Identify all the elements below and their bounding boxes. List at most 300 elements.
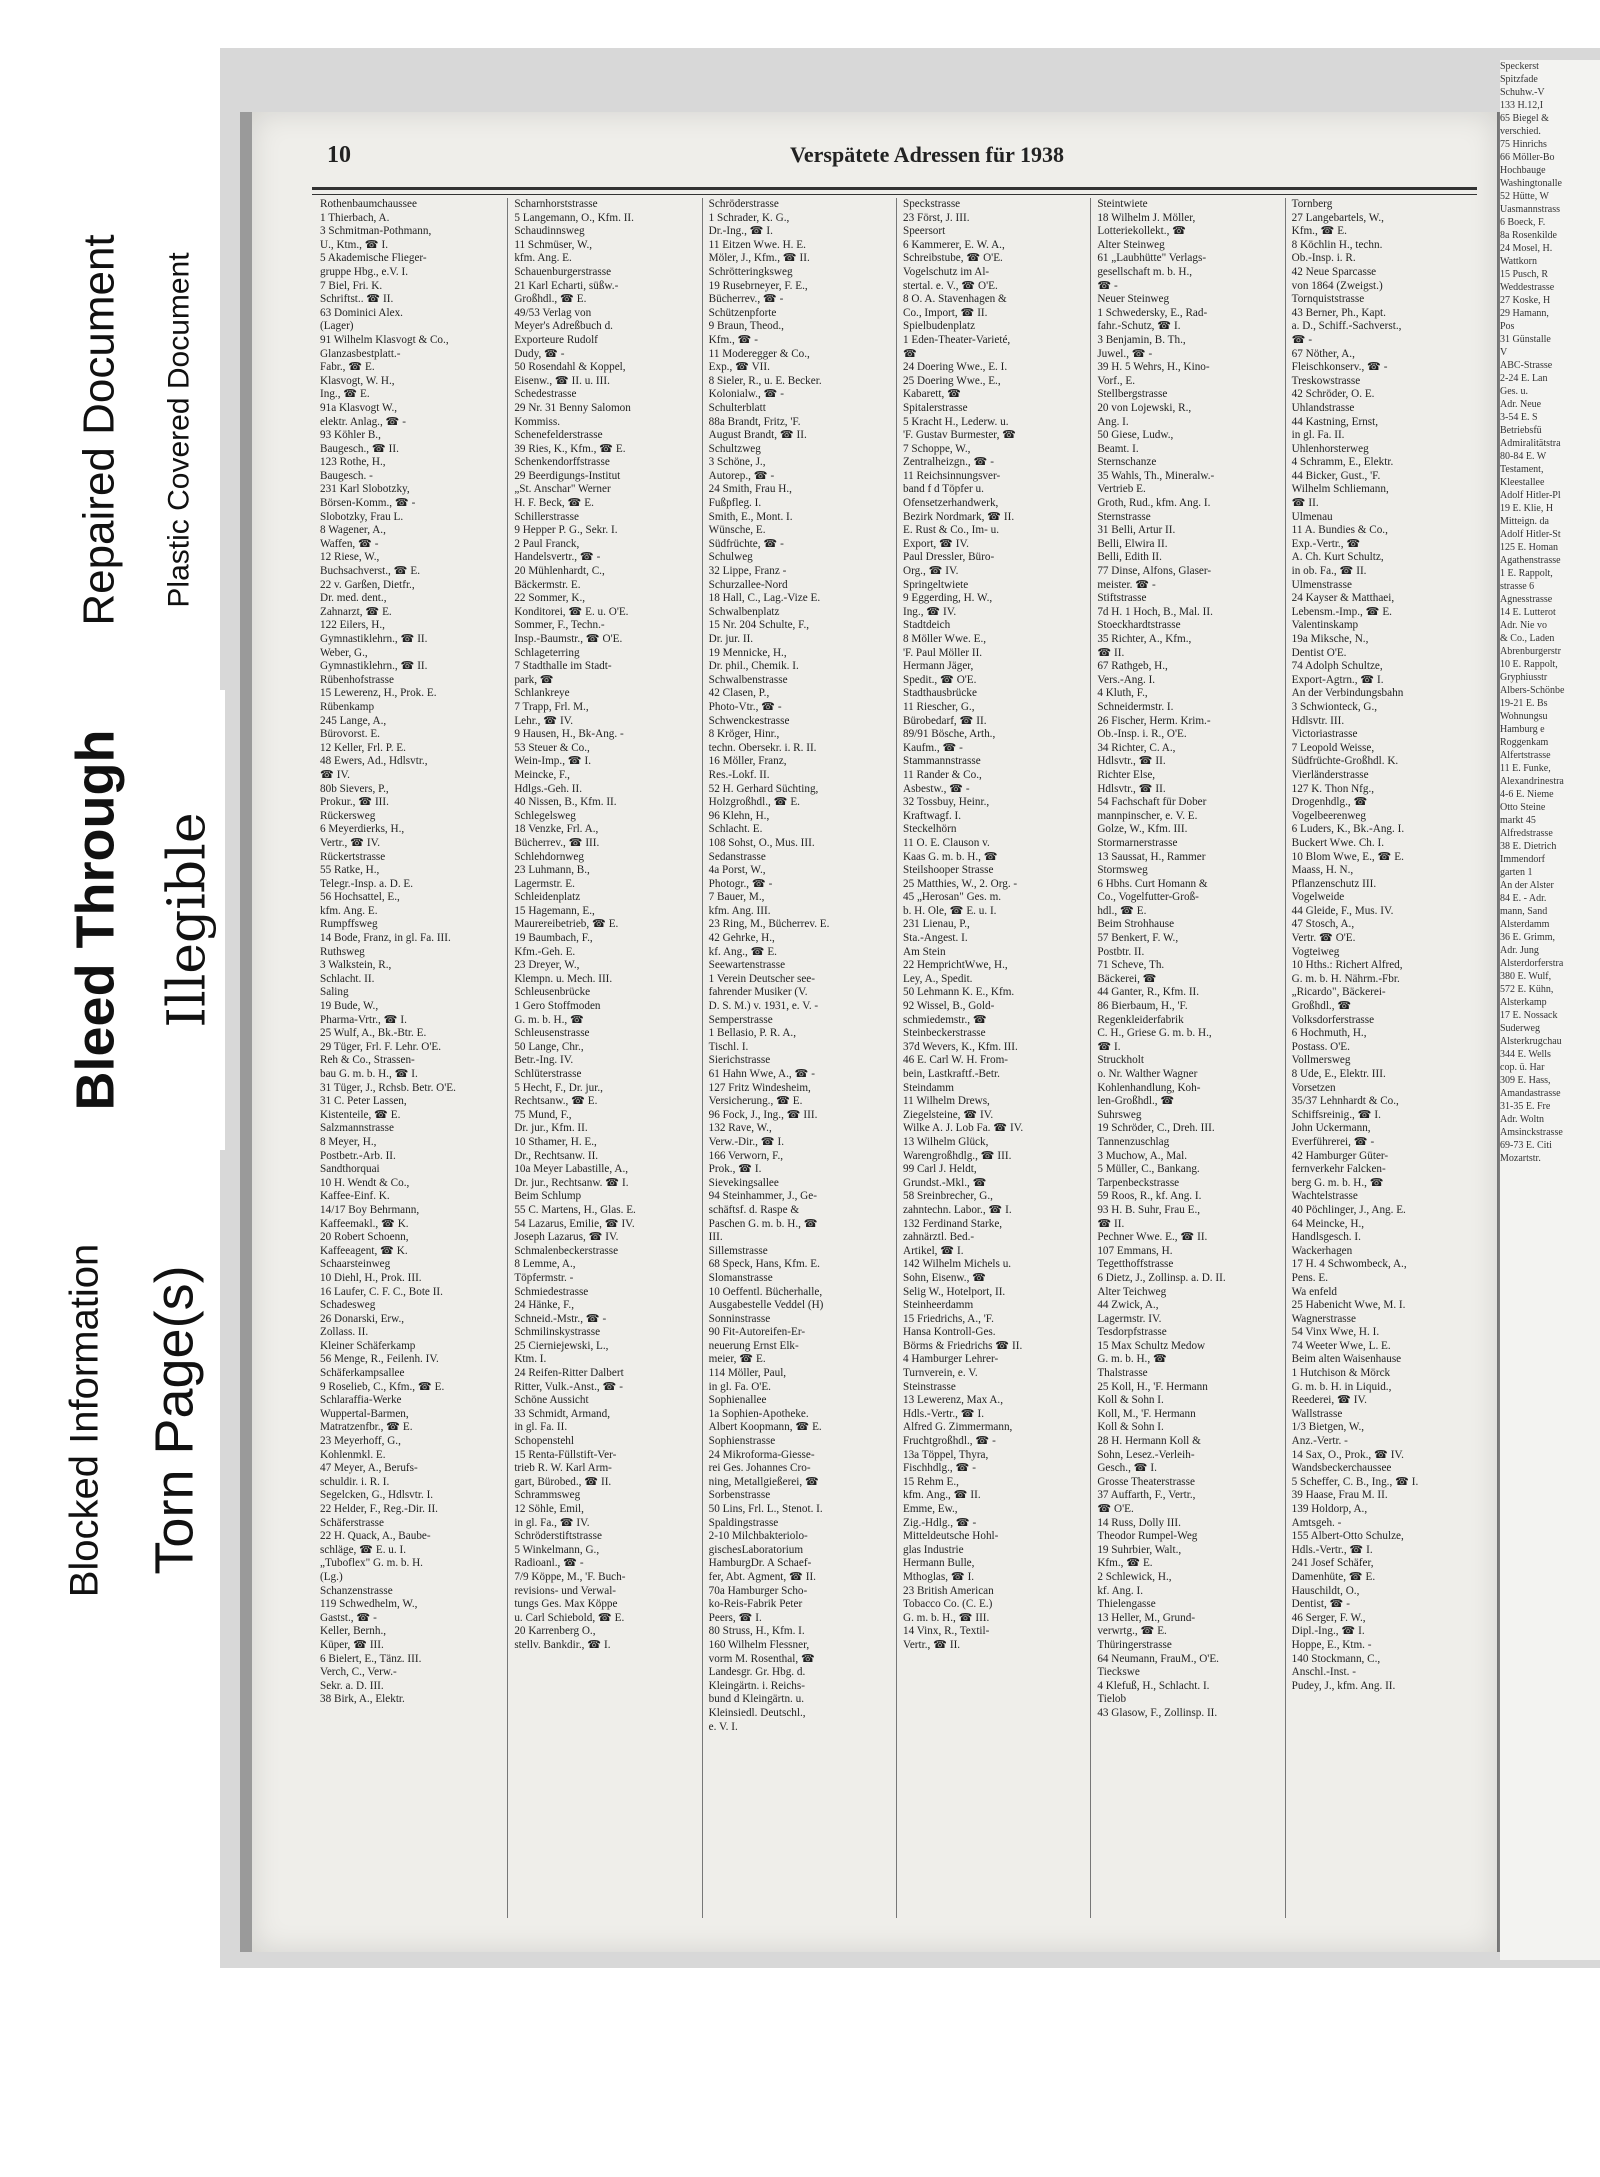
directory-line: 114 Möller, Paul, — [708, 1367, 787, 1380]
directory-line: 10 Oeffentl. Bücherhalle, — [708, 1285, 823, 1298]
directory-line: gart, Bürobed., ☎ II. — [514, 1475, 612, 1488]
directory-line: Fleischkonserv., ☎ - — [1291, 361, 1388, 374]
torn-pages-flag — [130, 1160, 220, 1680]
directory-line: 50 Rosendahl & Koppel, — [514, 361, 626, 374]
directory-line: Kfm., ☎ - — [708, 333, 759, 346]
directory-line: in gl. Fa. O'E. — [708, 1380, 771, 1393]
directory-line: 23 Dreyer, W., — [514, 959, 580, 972]
adjacent-page-line: 24 Mosel, H. — [1500, 243, 1553, 254]
directory-line: bund d Kleingärtn. u. — [708, 1693, 805, 1706]
directory-line: A. Ch. Kurt Schultz, — [1291, 551, 1384, 564]
adjacent-page-line: Alfertstrasse — [1500, 750, 1551, 761]
directory-line: Sandthorquai — [320, 1163, 380, 1176]
directory-line: Dr.-Ing., ☎ I. — [708, 225, 773, 238]
directory-line: Baugesch. - — [320, 469, 373, 482]
directory-line: vorm M. Rosenthal, ☎ — [708, 1652, 815, 1665]
directory-line: rei Ges. Johannes Cro- — [708, 1462, 811, 1475]
directory-line: Schaarsteinweg — [320, 1258, 391, 1271]
directory-line: Schulweg — [708, 551, 753, 564]
directory-line: Handelsvertr., ☎ - — [514, 551, 601, 564]
directory-line: Tornberg — [1291, 198, 1333, 210]
directory-line: 6 Hochmuth, H., — [1291, 1027, 1367, 1040]
directory-line: 10 Hths.: Richert Alfred, — [1291, 959, 1403, 972]
directory-line: Börms & Friedrichs ☎ II. — [902, 1339, 1023, 1352]
directory-line: 35 Richter, A., Kfm., — [1097, 633, 1192, 645]
directory-line: 28 H. Hermann Koll & — [1097, 1435, 1201, 1448]
directory-line: Klasvogt, W. H., — [320, 374, 395, 387]
adjacent-page-line: 572 E. Kühn, — [1500, 984, 1554, 995]
adjacent-page-line: Alfredstrasse — [1500, 828, 1553, 839]
directory-line: 24 Reifen-Ritter Dalbert — [514, 1367, 624, 1380]
directory-line: tungs Ges. Max Köppe — [514, 1598, 618, 1611]
directory-line: Koll & Sohn I. — [1097, 1394, 1164, 1407]
adjacent-page-line: 2-24 E. Lan — [1500, 373, 1548, 384]
directory-line: 8 Wagener, A., — [320, 524, 386, 537]
directory-line: 19 Suhrbier, Walt., — [1097, 1543, 1182, 1556]
directory-line: Schröderstrasse — [708, 198, 779, 210]
directory-line: 31 Belli, Artur II. — [1097, 524, 1176, 537]
directory-line: 8 Kröger, Hinr., — [708, 728, 780, 741]
adjacent-page-line: & Co., Laden — [1500, 633, 1555, 644]
directory-line: Südfrüchte-Großhdl. K. — [1291, 755, 1399, 768]
directory-line: 245 Lange, A., — [320, 714, 387, 727]
directory-line: 107 Emmans, H. — [1097, 1244, 1173, 1257]
directory-line: 231 Karl Slobotzky, — [320, 483, 410, 496]
directory-line: Sekr. a. D. III. — [320, 1679, 384, 1692]
directory-line: Verw.-Dir., ☎ I. — [708, 1135, 784, 1148]
directory-line: 241 Josef Schäfer, — [1291, 1557, 1374, 1570]
directory-line: 8 Möller Wwe. E., — [902, 633, 987, 645]
adjacent-page-line: cop. ü. Har — [1500, 1062, 1545, 1073]
adjacent-page-line: Hochbauge — [1500, 165, 1546, 176]
directory-line: 1 Gero Stoffmoden — [514, 1000, 601, 1013]
directory-line: Schlacht. II. — [320, 972, 375, 985]
adjacent-page-line: 31-35 E. Fre — [1500, 1101, 1551, 1112]
directory-line: 37 Auffarth, F., Vertr., — [1097, 1489, 1196, 1502]
directory-line: Buchsachverst., ☎ E. — [320, 565, 420, 578]
adjacent-page-line: Adr. Woltn — [1500, 1114, 1545, 1125]
adjacent-page-line: 11 E. Funke, — [1500, 763, 1551, 774]
directory-line: 43 Glasow, F., Zollinsp. II. — [1097, 1706, 1218, 1719]
directory-line: 15 Lewerenz, H., Prok. E. — [320, 687, 437, 700]
directory-line: Schenefelderstrasse — [514, 429, 603, 442]
directory-line: kf. Ang. I. — [1097, 1584, 1143, 1597]
directory-line: Koll & Sohn I. — [1097, 1421, 1164, 1434]
adjacent-page-line: garten 1 — [1500, 867, 1533, 878]
directory-line: 127 K. Thon Nfg., — [1291, 782, 1375, 795]
directory-line: Schrammsweg — [514, 1489, 581, 1502]
directory-line: 80 Struss, H., Kfm. I. — [708, 1625, 805, 1638]
directory-line: Belli, Elwira II. — [1097, 537, 1168, 550]
directory-line: Bürovorst. E. — [320, 728, 380, 741]
directory-line: Schulterblatt — [708, 401, 766, 414]
directory-line: Fußpfleg. I. — [708, 497, 762, 510]
directory-line: Autorep., ☎ - — [708, 469, 775, 482]
directory-line: 4 Hamburger Lehrer- — [902, 1353, 999, 1366]
directory-line: 166 Verworn, F., — [708, 1149, 784, 1162]
directory-line: Ziegelsteine, ☎ IV. — [902, 1108, 994, 1121]
directory-line: 22 HemprichtWwe, H., — [902, 959, 1008, 972]
directory-line: 88a Brandt, Fritz, 'F. — [708, 415, 801, 428]
directory-line: verwrtg., ☎ E. — [1097, 1625, 1167, 1638]
adjacent-page-line: Uasmannstrass — [1500, 204, 1560, 215]
directory-line: 18 Venzke, Frl. A., — [514, 823, 599, 836]
directory-line: 10 Blom Wwe, E., ☎ E. — [1291, 850, 1404, 863]
adjacent-page-line: 3-54 E. S — [1500, 412, 1538, 423]
directory-line: G. m. b. H. in Liquid., — [1291, 1380, 1392, 1393]
directory-line: Kfm., ☎ E. — [1097, 1557, 1153, 1570]
directory-line: 5 Kracht H., Lederw. u. — [902, 415, 1009, 428]
directory-line: Lebensm.-Imp., ☎ E. — [1291, 605, 1392, 618]
adjacent-page-line: 80-84 E. W — [1500, 451, 1547, 462]
directory-line: Rechtsanw., ☎ E. — [514, 1095, 598, 1108]
directory-line: 139 Holdorp, A., — [1291, 1503, 1368, 1515]
directory-line: Export, ☎ IV. — [902, 537, 969, 550]
directory-line: 1 Bellasio, P. R. A., — [708, 1027, 796, 1040]
directory-line: Sophienallee — [708, 1394, 767, 1407]
directory-line: Joseph Lazarus, ☎ IV. — [514, 1231, 619, 1244]
directory-line: kfm. Ang. III. — [708, 904, 771, 917]
directory-line: Selig W., Hotelport, II. — [902, 1285, 1006, 1298]
directory-line: 6 Luders, K., Bk.-Ang. I. — [1291, 823, 1405, 836]
directory-line: 4 Schramm, E., Elektr. — [1291, 456, 1394, 469]
directory-line: 32 Lippe, Franz - — [708, 565, 787, 578]
directory-line: 12 Riese, W., — [320, 551, 380, 564]
directory-line: 19 Bude, W., — [320, 1000, 379, 1013]
directory-line: Rückersweg — [320, 809, 376, 822]
adjacent-page-line: Alexandrinestra — [1500, 776, 1564, 787]
directory-line: Kaffeeagent, ☎ K. — [320, 1244, 408, 1257]
directory-line: Alter Teichweg — [1097, 1285, 1167, 1298]
page-number: 10 — [327, 142, 351, 168]
directory-line: Reh & Co., Strassen- — [320, 1054, 415, 1067]
directory-line: Schlaraffia-Werke — [320, 1394, 402, 1407]
directory-line: 89/91 Bösche, Arth., — [902, 728, 996, 741]
directory-line: Vollmersweg — [1291, 1054, 1351, 1067]
directory-line: Dr. jur. II. — [708, 633, 754, 645]
directory-line: Keller, Bernh., — [320, 1625, 387, 1638]
adjacent-page-line: ABC-Strasse — [1500, 360, 1553, 371]
directory-line: Anschl.-Inst. - — [1291, 1666, 1356, 1679]
directory-line: 22 v. Garßen, Dietfr., — [320, 578, 415, 591]
directory-line: Dr., Rechtsanw. II. — [514, 1149, 599, 1162]
directory-line: Schleidenplatz — [514, 891, 581, 904]
adjacent-page-line: 17 E. Nossack — [1500, 1010, 1558, 1021]
directory-line: Richter Else, — [1097, 768, 1156, 781]
directory-line: 67 Rathgeb, H., — [1097, 660, 1168, 673]
directory-line: Scharnhorststrasse — [514, 198, 598, 210]
directory-line: Schurzallee-Nord — [708, 578, 788, 591]
adjacent-page-line: Adr. Jung — [1500, 945, 1539, 956]
directory-line: Alfred G. Zimmermann, — [902, 1421, 1013, 1434]
directory-line: Sedanstrasse — [708, 850, 766, 863]
directory-line: ☎ O'E. — [1097, 1503, 1134, 1515]
directory-line: Everführerei, ☎ - — [1291, 1135, 1375, 1148]
directory-line: 34 Richter, C. A., — [1097, 741, 1176, 754]
directory-line: Radioanl., ☎ - — [514, 1557, 584, 1570]
adjacent-page-line: Alsterdorferstra — [1500, 958, 1564, 969]
adjacent-page-line: Hamburg e — [1500, 724, 1545, 735]
directory-line: 14 Sax, O., Prok., ☎ IV. — [1291, 1448, 1404, 1461]
directory-line: b. H. Ole, ☎ E. u. I. — [902, 904, 997, 917]
directory-line: 13 Saussat, H., Rammer — [1097, 850, 1206, 863]
directory-line: Betr.-Ing. IV. — [514, 1054, 574, 1067]
directory-line: Töpfermstr. - — [514, 1271, 574, 1284]
directory-line: Tobacco Co. (C. E.) — [902, 1598, 993, 1611]
directory-line: 11 Wilhelm Drews, — [902, 1095, 990, 1108]
directory-line: Hoppe, E., Ktm. - — [1291, 1638, 1372, 1651]
header-rule — [312, 187, 1477, 195]
directory-line: 3 Schmitman-Pothmann, — [320, 225, 432, 238]
directory-line: Lehr., ☎ IV. — [514, 714, 574, 727]
directory-line: Fischhdlg., ☎ - — [902, 1462, 976, 1475]
adjacent-page-line: Admiralitätstra — [1500, 438, 1561, 449]
directory-line: Stiftstrasse — [1097, 592, 1147, 605]
adjacent-page-line: Alsterdamm — [1500, 919, 1550, 930]
torn-pages-label: Torn Page(s) — [145, 1265, 206, 1575]
directory-line: „Tuboflex" G. m. b. H. — [320, 1557, 423, 1570]
directory-line: Schneid.-Mstr., ☎ - — [514, 1312, 607, 1325]
directory-line: U., Ktm., ☎ I. — [320, 238, 389, 251]
directory-line: 54 Fachschaft für Dober — [1097, 796, 1207, 809]
directory-line: Kohlenmkl. E. — [320, 1448, 386, 1461]
directory-line: 50 Giese, Ludw., — [1097, 429, 1174, 442]
directory-line: Ulmenstrasse — [1291, 578, 1352, 591]
directory-line: Schanzenstrasse — [320, 1584, 393, 1597]
directory-line: Rumpffsweg — [320, 918, 378, 931]
directory-line: Postass. O'E. — [1291, 1040, 1350, 1053]
adjacent-page-line: mann, Sand — [1500, 906, 1548, 917]
directory-line: Steinbeckerstrasse — [902, 1027, 986, 1040]
directory-line: 132 Rave, W., — [708, 1122, 772, 1135]
directory-line: Schultzweg — [708, 442, 761, 455]
directory-line: 26 Donarski, Erw., — [320, 1312, 405, 1325]
directory-line: Börsen-Komm., ☎ - — [320, 497, 416, 510]
directory-line: 1 Eden-Theater-Varieté, — [902, 333, 1011, 346]
directory-line: Valentinskamp — [1291, 619, 1359, 632]
directory-line: 6 Meyerdierks, H., — [320, 823, 405, 836]
directory-line: Prokur., ☎ III. — [320, 796, 389, 809]
adjacent-page-line: 8a Rosenkilde — [1500, 230, 1557, 241]
directory-line: „St. Anschar" Werner — [514, 483, 611, 496]
directory-line: fernverkehr Falcken- — [1291, 1163, 1386, 1176]
adjacent-page-line: Agathenstrasse — [1500, 555, 1561, 566]
directory-line: Neuer Steinweg — [1097, 293, 1170, 306]
directory-line: Pudey, J., kfm. Ang. II. — [1291, 1679, 1396, 1692]
directory-line: 12 Söhle, Emil, — [514, 1503, 584, 1515]
directory-line: 9 Eggerding, H. W., — [902, 592, 993, 605]
directory-line: 59 Roos, R., kf. Ang. I. — [1097, 1190, 1202, 1203]
directory-line: Grundst.-Mkl., ☎ — [902, 1176, 987, 1189]
directory-line: Warengroßhdlg., ☎ III. — [902, 1149, 1012, 1162]
directory-line: 6 Hbhs. Curt Homann & — [1097, 877, 1208, 890]
directory-line: Semperstrasse — [708, 1013, 773, 1026]
adjacent-page-line: Kleestallee — [1500, 477, 1545, 488]
directory-line: Steinstrasse — [902, 1380, 956, 1393]
directory-line: Zollass. II. — [320, 1326, 369, 1339]
directory-line: Juwel., ☎ - — [1097, 347, 1153, 360]
directory-line: 46 Serger, F. W., — [1291, 1611, 1366, 1624]
directory-line: Bäckermstr. E. — [514, 578, 581, 591]
directory-line: Schmiedestrasse — [514, 1285, 589, 1298]
directory-line: Kleingärtn. i. Reichs- — [708, 1679, 805, 1692]
directory-line: 8 Lemme, A., — [514, 1258, 576, 1271]
directory-line: Salzmannstrasse — [320, 1122, 394, 1135]
directory-line: Tannenzuschlag — [1097, 1135, 1170, 1148]
directory-line: Grosse Theaterstrasse — [1097, 1475, 1195, 1488]
directory-line: Schriftst.. ☎ II. — [320, 293, 394, 306]
directory-line: ☎ - — [1291, 333, 1313, 346]
directory-line: 14 Russ, Dolly III. — [1097, 1516, 1181, 1529]
directory-line: mannpinscher, e. V. E. — [1097, 809, 1198, 822]
directory-line: 15 Renta-Füllstift-Ver- — [514, 1448, 617, 1461]
adjacent-page-line: Suderweg — [1500, 1023, 1540, 1034]
directory-line: 1a Sophien-Apotheke. — [708, 1407, 809, 1420]
directory-line: Hdlsvtr., ☎ II. — [1097, 782, 1166, 795]
directory-line: 14/17 Boy Behrmann, — [320, 1203, 420, 1216]
directory-line: Dr. med. dent., — [320, 592, 387, 605]
directory-line: ☎ IV. — [320, 768, 350, 781]
adjacent-page-line: Immendorf — [1500, 854, 1545, 865]
directory-line: 1 Schwedersky, E., Rad- — [1097, 306, 1208, 319]
directory-line: Waffen, ☎ - — [320, 537, 379, 550]
directory-line: 53 Steuer & Co., — [514, 741, 590, 754]
directory-line: Hauschildt, O., — [1291, 1584, 1360, 1597]
directory-line: 55 Ratke, H., — [320, 864, 380, 877]
adjacent-page-line: Wattkorn — [1500, 256, 1537, 267]
directory-line: 4 Kluth, F., — [1097, 687, 1148, 700]
directory-line: 1/3 Bietgen, W., — [1291, 1421, 1365, 1434]
adjacent-page-line: Ges. u. — [1500, 386, 1529, 397]
directory-line: Belli, Edith II. — [1097, 551, 1162, 564]
directory-line: zahntechn. Labor., ☎ I. — [902, 1203, 1012, 1216]
directory-line: 48 Ewers, Ad., Hdlsvtr., — [320, 755, 428, 768]
directory-line: meier, ☎ E. — [708, 1353, 766, 1366]
directory-line: Schlageterring — [514, 646, 580, 659]
directory-line: Insp.-Baumstr., ☎ O'E. — [514, 633, 623, 645]
directory-line: 24 Hänke, F., — [514, 1299, 575, 1312]
directory-line: Dentist, ☎ - — [1291, 1598, 1351, 1611]
directory-line: 25 Doering Wwe., E., — [902, 374, 1001, 387]
directory-line: Ob.-Insp. i. R. — [1291, 252, 1356, 265]
directory-line: Kommiss. — [514, 415, 561, 428]
adjacent-page-line: 380 E. Wulf, — [1500, 971, 1552, 982]
directory-line: III. — [708, 1231, 723, 1244]
directory-line: 90 Fit-Autoreifen-Er- — [708, 1326, 806, 1339]
directory-line: Dipl.-Ing., ☎ I. — [1291, 1625, 1365, 1638]
directory-line: Schlehdornweg — [514, 850, 584, 863]
directory-line: in gl. Fa., ☎ IV. — [514, 1516, 590, 1529]
directory-line: Steintwiete — [1097, 198, 1148, 210]
directory-line: schuldir. i. R. I. — [320, 1475, 390, 1488]
directory-line: Tornquiststrasse — [1291, 293, 1365, 306]
directory-line: Pechner Wwe. E., ☎ II. — [1097, 1231, 1208, 1244]
directory-line: Volksdorferstrasse — [1291, 1013, 1375, 1026]
directory-line: Stormsweg — [1097, 864, 1148, 877]
directory-line: Mthoglas, ☎ I. — [902, 1570, 975, 1583]
directory-line: Postbtr. II. — [1097, 945, 1145, 958]
adjacent-page-line: Adr. Nie vo — [1500, 620, 1547, 631]
directory-line: Ang. I. — [1097, 415, 1129, 428]
adjacent-page-line: Wohnungsu — [1500, 711, 1548, 722]
directory-line: 1 Thierbach, A. — [320, 211, 390, 224]
directory-line: Steilshooper Strasse — [902, 864, 994, 877]
adjacent-page-line: V — [1500, 347, 1508, 358]
directory-line: Vogelweide — [1291, 891, 1345, 904]
directory-line: Schwalbenstrasse — [708, 673, 788, 686]
directory-line: Zahnarzt, ☎ E. — [320, 605, 392, 618]
directory-line: Beim Schlump — [514, 1190, 582, 1203]
plastic-covered-label: Plastic Covered Document — [163, 252, 196, 608]
directory-line: 23 British American — [902, 1584, 994, 1597]
directory-line: Küper, ☎ III. — [320, 1638, 384, 1651]
directory-line: Mitteldeutsche Hohl- — [902, 1530, 999, 1543]
directory-line: D. S. M.) v. 1931, e. V. - — [708, 1000, 819, 1013]
directory-line: 21 Karl Echarti, süßw.- — [514, 279, 619, 292]
adjacent-page-line: Agnesstrasse — [1500, 594, 1553, 605]
directory-line: 11 Eitzen Wwe. H. E. — [708, 238, 806, 251]
directory-line: 20 Mühlenhardt, C., — [514, 565, 605, 578]
directory-line: C. H., Griese G. m. b. H., — [1097, 1027, 1212, 1040]
directory-line: 49/53 Verlag von — [514, 306, 592, 319]
adjacent-page-line: 69-73 E. Citi — [1500, 1140, 1552, 1151]
directory-line: Kraftwagf. I. — [902, 809, 962, 822]
adjacent-page-line: An der Alster — [1500, 880, 1554, 891]
adjacent-page-line: Alsterkrugchau — [1500, 1036, 1562, 1047]
directory-line: 24 Mikroforma-Giesse- — [708, 1448, 815, 1461]
directory-line: 52 H. Gerhard Süchting, — [708, 782, 819, 795]
directory-line: 20 Karrenberg O., — [514, 1625, 596, 1638]
directory-line: ☎ — [902, 347, 917, 360]
repaired-document-label: Repaired Document — [75, 234, 125, 626]
directory-line: gischesLaboratorium — [708, 1543, 804, 1556]
directory-line: 93 H. B. Suhr, Frau E., — [1097, 1203, 1201, 1216]
directory-line: 23 Först, J. III. — [902, 211, 970, 224]
page-header — [327, 142, 1477, 182]
directory-line: 31 C. Peter Lassen, — [320, 1095, 407, 1108]
directory-line: Lotteriekollekt., ☎ — [1097, 225, 1187, 238]
directory-line: bau G. m. b. H., ☎ I. — [320, 1068, 418, 1080]
directory-line: Lagermstr. E. — [514, 877, 575, 890]
directory-line: 6 Kammerer, E. W. A., — [902, 238, 1005, 251]
directory-line: Verch, C., Verw.- — [320, 1666, 397, 1679]
directory-line: 47 Stosch, A., — [1291, 918, 1355, 931]
directory-line: Wackerhagen — [1291, 1244, 1353, 1257]
directory-line: 56 Menge, R., Feilenh. IV. — [320, 1353, 439, 1366]
directory-line: E. Rust & Co., Im- u. — [902, 524, 1000, 537]
adjacent-page-line: 133 H.12,I — [1500, 100, 1544, 111]
directory-line: Photogr., ☎ - — [708, 877, 773, 890]
directory-line: Ofensetzerhandwerk, — [902, 497, 999, 510]
adjacent-page-line: 15 Pusch, R — [1500, 269, 1549, 280]
directory-line: Tielob — [1097, 1693, 1127, 1706]
directory-line: 5 Scheffer, C. B., Ing., ☎ I. — [1291, 1475, 1419, 1488]
directory-line: 44 Kastning, Ernst, — [1291, 415, 1379, 428]
directory-line: Albert Koopmann, ☎ E. — [708, 1421, 822, 1434]
directory-line: 132 Ferdinand Starke, — [902, 1217, 1003, 1230]
directory-line: Stadtdeich — [902, 619, 951, 632]
directory-line: 45 „Herosan" Ges. m. — [902, 891, 1002, 904]
directory-line: Möler, J., Kfm., ☎ II. — [708, 252, 810, 265]
directory-line: 61 Hahn Wwe, A., ☎ - — [708, 1068, 815, 1080]
directory-line: 15 Max Schultz Medow — [1097, 1339, 1206, 1352]
directory-line: Schäferstrasse — [320, 1516, 384, 1529]
directory-line: u. Carl Schiebold, ☎ E. — [514, 1611, 625, 1624]
directory-line: Sommer, F., Techn.- — [514, 619, 605, 632]
directory-line: Kabarett, ☎ — [902, 388, 962, 401]
directory-line: An der Verbindungsbahn — [1291, 687, 1404, 700]
illegible-flag — [150, 690, 225, 1150]
